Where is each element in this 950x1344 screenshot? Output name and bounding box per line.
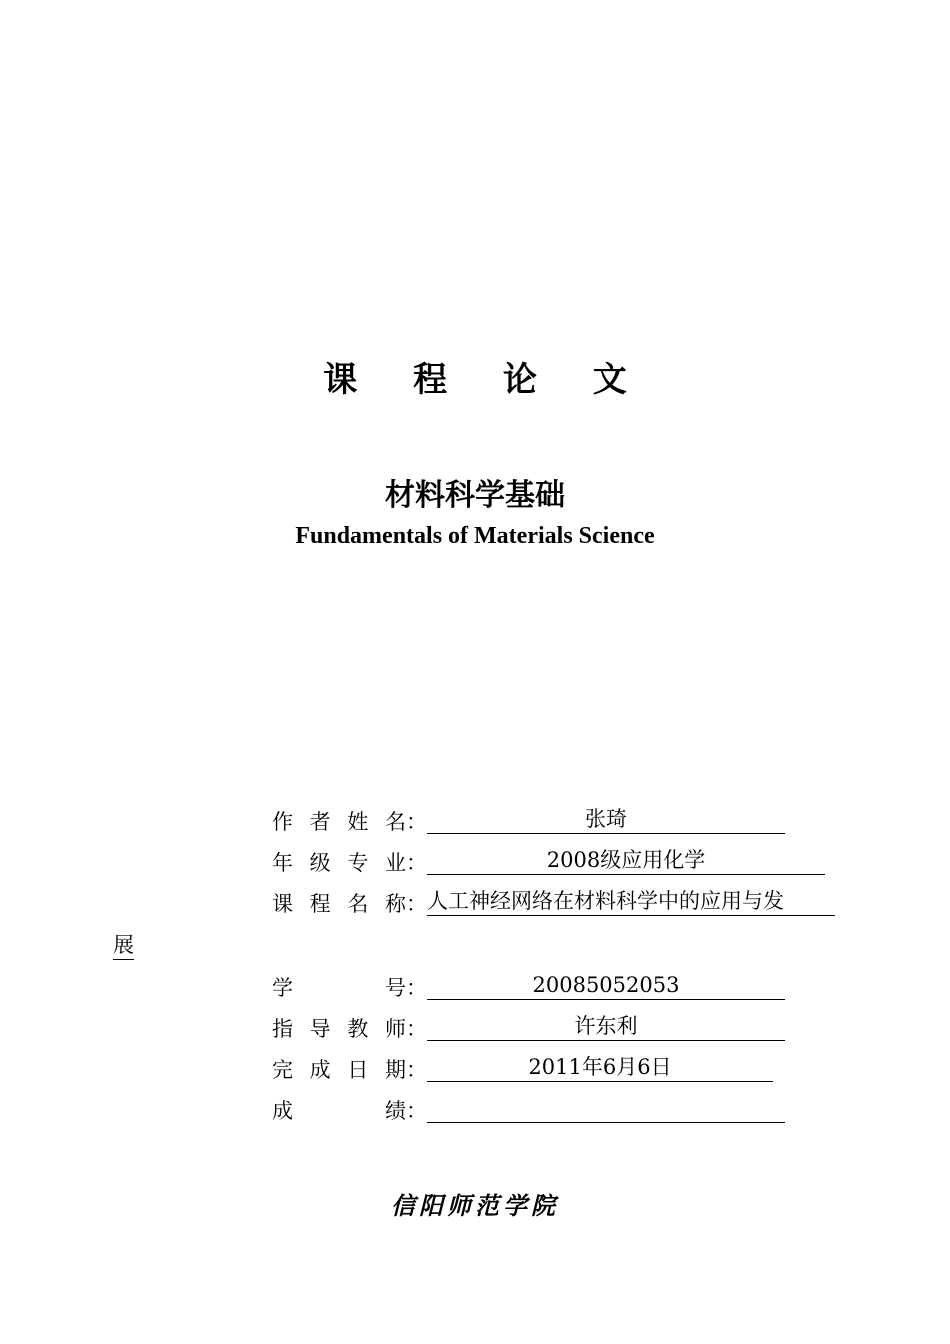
course-title-chinese: 材料科学基础	[385, 478, 565, 513]
author-value: 张琦	[427, 806, 785, 834]
author-label: 作 者 姓 名：	[272, 810, 427, 834]
grade-major-value: 2008级应用化学	[427, 847, 825, 875]
grade-major-label: 年 级 专 业：	[272, 851, 427, 875]
course-name-value: 人工神经网络在材料科学中的应用与发	[427, 888, 835, 916]
document-type-heading: 课 程 论 文	[323, 360, 649, 400]
school-name: 信阳师范学院	[391, 1191, 559, 1220]
score-value	[427, 1095, 785, 1123]
advisor-value: 许东利	[427, 1013, 785, 1041]
course-name-overflow: 展	[113, 932, 134, 960]
course-name-label: 课 程 名 称：	[272, 892, 427, 916]
score-label: 成 绩：	[272, 1099, 427, 1123]
course-title-english: Fundamentals of Materials Science	[295, 523, 655, 549]
student-id-label: 学 号：	[272, 976, 427, 1000]
student-id-value: 20085052053	[427, 972, 785, 1000]
advisor-label: 指 导 教 师：	[272, 1017, 427, 1041]
date-value: 2011年6月6日	[427, 1054, 773, 1082]
date-label: 完 成 日 期：	[272, 1058, 427, 1082]
